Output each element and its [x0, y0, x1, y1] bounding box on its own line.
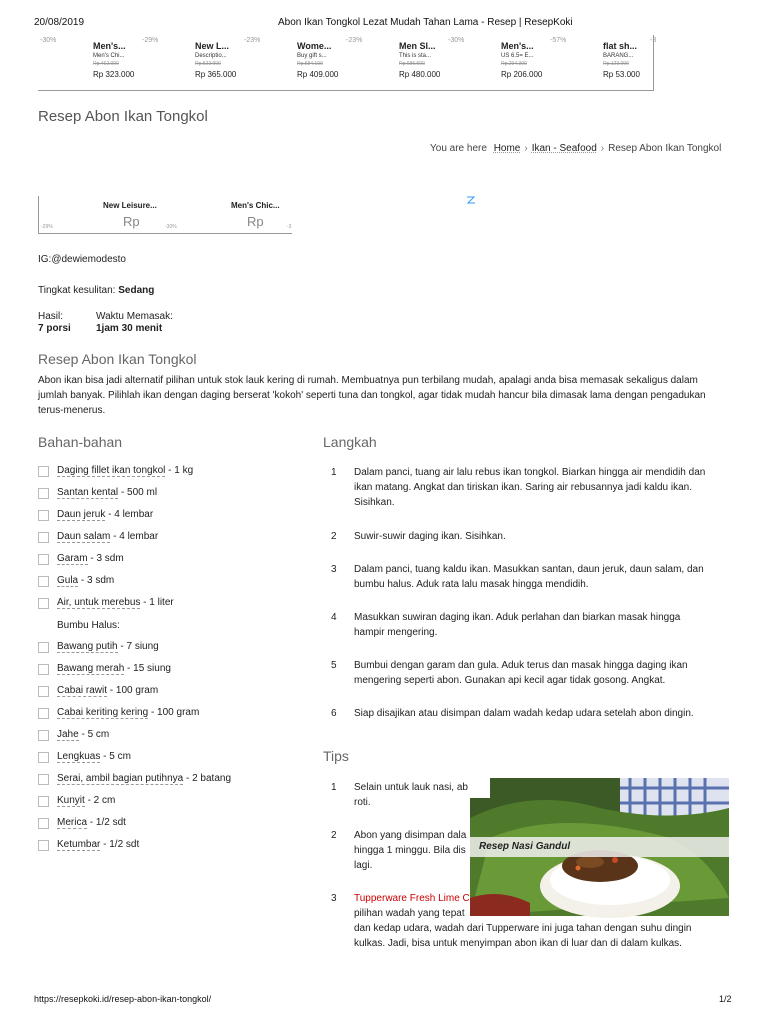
popup-recipe-title[interactable]: Resep Nasi Gandul: [470, 837, 729, 857]
ad-product-desc: This is sta...: [399, 53, 432, 59]
ingredient-checkbox[interactable]: [38, 554, 49, 565]
ad-price: Rp: [247, 214, 264, 229]
ad-product-name: Men's...: [93, 41, 126, 51]
step-number: 1: [331, 467, 337, 478]
ad-discount: -29%: [142, 37, 159, 44]
ad-discount: -57%: [550, 37, 567, 44]
ingredient-name[interactable]: Cabai keriting kering: [57, 707, 149, 718]
popup-close-area[interactable]: [470, 778, 490, 798]
ad-product-name: Wome...: [297, 41, 332, 51]
ad-banner-mid[interactable]: [38, 196, 292, 234]
difficulty-label: Tingkat kesulitan:: [38, 285, 116, 296]
ingredient-checkbox[interactable]: [38, 598, 49, 609]
ad-product-name: Men Sl...: [399, 41, 436, 51]
ingredient-checkbox[interactable]: [38, 686, 49, 697]
tip-number: 1: [331, 782, 337, 793]
ingredient-name[interactable]: Serai, ambil bagian putihnya: [57, 773, 184, 784]
tip-text: pilihan wadah yang tepat: [354, 908, 465, 919]
cook-time-label: Waktu Memasak:: [96, 311, 173, 322]
breadcrumb-category-link[interactable]: Ikan - Seafood: [531, 143, 597, 154]
ingredient-name[interactable]: Ketumbar: [57, 839, 101, 850]
ingredient-name[interactable]: Daun jeruk: [57, 509, 106, 520]
ingredient-name[interactable]: Bawang putih: [57, 641, 118, 652]
ad-product-name: Men's...: [501, 41, 534, 51]
ingredient-name[interactable]: Jahe: [57, 729, 79, 740]
ingredient-checkbox[interactable]: [38, 708, 49, 719]
breadcrumb-separator: ›: [524, 143, 528, 154]
tupperware-link[interactable]: Tupperware Fresh Lime C: [354, 893, 470, 904]
ad-discount: -23%: [244, 37, 261, 44]
print-date: 20/08/2019: [34, 17, 85, 28]
ingredient-name[interactable]: Santan kental: [57, 487, 119, 498]
ingredient-qty: - 5 cm: [78, 729, 110, 740]
ad-product-card[interactable]: [140, 35, 242, 91]
ad-product-card[interactable]: [38, 35, 140, 91]
ad-product-desc: BARANG...: [603, 53, 634, 59]
ingredient-name[interactable]: Daun salam: [57, 531, 111, 542]
difficulty-value: Sedang: [118, 285, 155, 296]
ingredient-checkbox[interactable]: [38, 532, 49, 543]
ingredients-heading: Bahan-bahan: [38, 434, 123, 450]
ingredient-qty: - 4 lembar: [105, 509, 154, 520]
ingredient-checkbox[interactable]: [38, 774, 49, 785]
yield-label: Hasil:: [38, 311, 64, 322]
ingredient-qty: - 5 cm: [100, 751, 131, 762]
ad-discount: -29%: [41, 224, 53, 230]
ingredient-qty: - 1/2 sdt: [100, 839, 140, 850]
ad-product-card[interactable]: [242, 35, 344, 91]
print-page-number: 1/2: [719, 994, 732, 1004]
ad-banner-top[interactable]: [38, 35, 657, 91]
ingredient-checkbox[interactable]: [38, 466, 49, 477]
step-text: Dalam panci, tuang air lalu rebus ikan tongkol. Biarkan hingga air mendidih dan ikan matang. Angkat dan tiriskan ikan. Saring air rebusannya jadi kaldu ikan. Sisihkan.: [354, 467, 706, 508]
ad-discount: -30%: [40, 37, 57, 44]
tip-text: kulkas. Jadi, bisa untuk menyimpan abon ikan di luar dan di dalam kulkas.: [354, 938, 682, 949]
ingredient-qty: - 3 sdm: [87, 553, 124, 564]
ad-discount: -30%: [448, 37, 465, 44]
bumbu-subheading: Bumbu Halus:: [57, 620, 120, 631]
ad-product-name: New L...: [195, 41, 230, 51]
difficulty: [38, 285, 154, 296]
ad-product-card[interactable]: [548, 35, 650, 91]
ad-old-price: Rp.462.000: [93, 61, 119, 67]
ingredient-qty: - 100 gram: [107, 685, 159, 696]
tip-text: Abon yang disimpan dala: [354, 830, 467, 841]
ingredient-qty: - 2 cm: [84, 795, 116, 806]
ingredient-name[interactable]: Kunyit: [57, 795, 85, 806]
ad-product-desc: Men's Chi...: [93, 53, 125, 59]
ingredient-qty: - 3 sdm: [78, 575, 115, 586]
steps-list: [331, 465, 731, 725]
ingredient-name[interactable]: Merica: [57, 817, 88, 828]
tip-number: 2: [331, 830, 337, 841]
ingredient-checkbox[interactable]: [38, 664, 49, 675]
ingredient-qty: - 100 gram: [148, 707, 200, 718]
ingredient-checkbox[interactable]: [38, 730, 49, 741]
ingredient-qty: - 4 lembar: [110, 531, 159, 542]
ingredient-checkbox[interactable]: [38, 752, 49, 763]
ingredient-qty: - 1 liter: [140, 597, 174, 608]
ad-product-desc: Buy gift s...: [297, 53, 327, 59]
ingredient-name[interactable]: Gula: [57, 575, 79, 586]
step-text: Siap disajikan atau disimpan dalam wadah kedap udara setelah abon dingin.: [354, 708, 694, 719]
ad-discount: -3: [287, 224, 292, 230]
tip-number: 3: [331, 893, 337, 904]
step-text: Bumbui dengan garam dan gula. Aduk terus dan masak hingga daging ikan mengering seperti abon. Gunakan api kecil agar tidak gosong. Angkat.: [354, 660, 688, 686]
ad-discount: -23%: [346, 37, 363, 44]
step-number: 5: [331, 660, 337, 671]
ad-old-price: Rp.584.100: [297, 61, 323, 67]
recipe-heading: Resep Abon Ikan Tongkol: [38, 351, 197, 367]
tip-text: Selain untuk lauk nasi, ab: [354, 782, 468, 793]
ad-product-card[interactable]: [446, 35, 548, 91]
tip-text: hingga 1 minggu. Bila dis: [354, 845, 466, 856]
tip-text: lagi.: [354, 860, 373, 871]
ad-price: Rp 409.000: [297, 70, 339, 79]
ad-old-price: Rp.685.500: [399, 61, 425, 67]
ingredient-name[interactable]: Air, untuk merebus: [57, 597, 141, 608]
ingredient-qty: - 2 batang: [183, 773, 232, 784]
ingredient-checkbox[interactable]: [38, 642, 49, 653]
step-text: Suwir-suwir daging ikan. Sisihkan.: [354, 531, 506, 542]
breadcrumb: [430, 143, 721, 154]
ingredient-qty: - 7 siung: [117, 641, 159, 652]
ingredient-checkbox[interactable]: [38, 840, 49, 851]
yield-value: 7 porsi: [38, 323, 71, 334]
ad-old-price: Rp.523.000: [195, 61, 221, 67]
ingredient-qty: - 500 ml: [118, 487, 158, 498]
breadcrumb-current: Resep Abon Ikan Tongkol: [608, 143, 722, 154]
breadcrumb-home-link[interactable]: Home: [493, 143, 521, 154]
ad-discount-trailing: -3: [650, 37, 657, 44]
ingredient-checkbox[interactable]: [38, 796, 49, 807]
ingredient-name[interactable]: Cabai rawit: [57, 685, 108, 696]
print-url: https://resepkoki.id/resep-abon-ikan-tongkol/: [34, 994, 212, 1004]
ad-product-name: New Leisure...: [103, 201, 157, 210]
ad-price: Rp 480.000: [399, 70, 441, 79]
step-number: 2: [331, 531, 337, 542]
print-title: Abon Ikan Tongkol Lezat Mudah Tahan Lama - Resep | ResepKoki: [278, 17, 573, 28]
ingredient-qty: - 15 siung: [124, 663, 171, 674]
ingredient-qty: - 1/2 sdt: [87, 817, 126, 828]
ad-price: Rp: [123, 214, 140, 229]
ad-discount: -30%: [165, 224, 177, 230]
cook-time-value: 1jam 30 menit: [96, 323, 163, 334]
ingredient-qty: - 1 kg: [165, 465, 194, 476]
ad-product-name: flat sh...: [603, 41, 638, 51]
tips-heading: Tips: [323, 748, 349, 764]
author-credit: IG:@dewiemodesto: [38, 254, 126, 265]
ad-old-price: Rp.123.000: [603, 61, 629, 67]
ad-price: Rp 365.000: [195, 70, 237, 79]
ad-price: Rp 206.000: [501, 70, 543, 79]
page-title: Resep Abon Ikan Tongkol: [38, 108, 208, 125]
tip-text: roti.: [354, 797, 371, 808]
step-number: 4: [331, 612, 337, 623]
breadcrumb-prefix: You are here: [430, 143, 487, 154]
recipe-intro: Abon ikan bisa jadi alternatif pilihan untuk stok lauk kering di rumah. Membuatnya pun terbilang mudah, apalagi anda bisa memasak sekaligus dalam jumlah banyak. Pilihlah ikan dengan daging berserat 'kokoh' seperti tuna dan tongkol, agar tidak mudah hancur bila dimasak lama dengan pengadukan terus-menerus.: [38, 375, 706, 416]
ad-product-desc: US 6.5= E...: [501, 53, 534, 59]
ingredient-name[interactable]: Bawang merah: [57, 663, 125, 674]
step-number: 6: [331, 708, 337, 719]
ad-old-price: Rp.294.300: [501, 61, 527, 67]
breadcrumb-separator: ›: [600, 143, 605, 154]
ad-product-card[interactable]: [344, 35, 446, 91]
ingredient-checkbox[interactable]: [38, 576, 49, 587]
step-text: Masukkan suwiran daging ikan. Aduk perlahan dan biarkan masak hingga hampir mengering.: [354, 612, 681, 638]
ingredient-name[interactable]: Lengkuas: [57, 751, 101, 762]
ad-price: Rp 323.000: [93, 70, 135, 79]
step-text: Dalam panci, tuang kaldu ikan. Masukkan santan, daun jeruk, daun salam, dan bumbu halus. Aduk rata lalu masak hingga mendidih.: [354, 564, 704, 590]
ingredient-checkbox[interactable]: [38, 818, 49, 829]
ingredient-name[interactable]: Daging fillet ikan tongkol: [57, 465, 166, 476]
ingredient-checkbox[interactable]: [38, 510, 49, 521]
recommended-recipe-popup[interactable]: [470, 778, 729, 916]
tip-text: dan kedap udara, wadah dari Tupperware ini juga tahan dengan suhu dingin: [354, 923, 692, 934]
ingredient-checkbox[interactable]: [38, 488, 49, 499]
ingredient-name[interactable]: Garam: [57, 553, 88, 564]
step-number: 3: [331, 564, 337, 575]
ad-product-name: Men's Chic...: [231, 201, 280, 210]
steps-heading: Langkah: [323, 434, 377, 450]
ad-price: Rp 53.000: [603, 70, 640, 79]
ad-product-desc: Descriptio...: [195, 53, 227, 59]
ad-choices-icon[interactable]: [466, 196, 476, 206]
